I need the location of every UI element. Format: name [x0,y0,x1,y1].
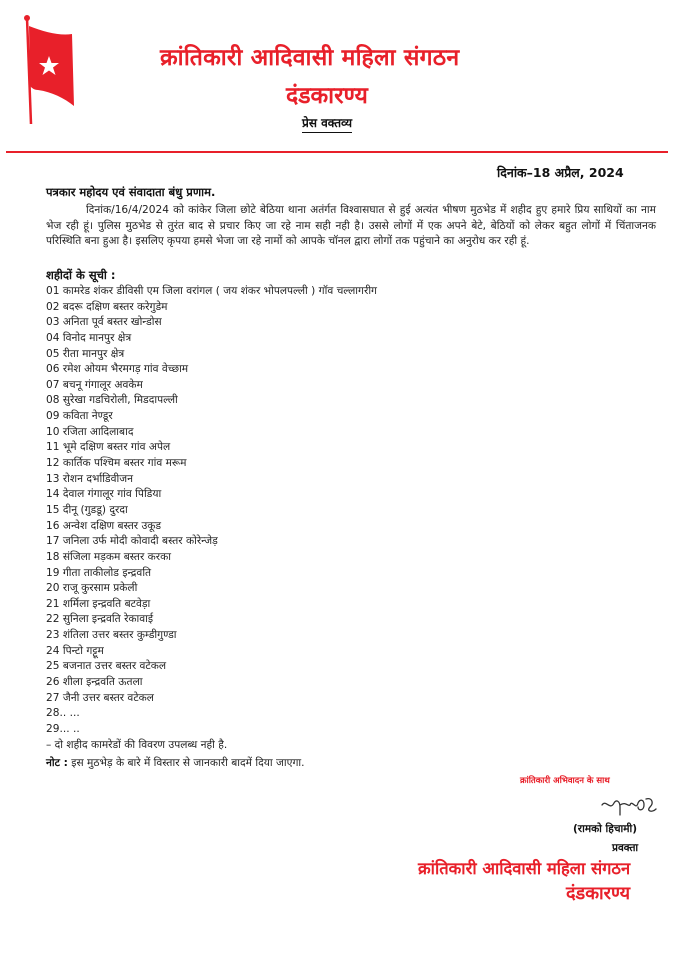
list-item: 28.. ... [46,707,80,720]
org-title: क्रांतिकारी आदिवासी महिला संगठन [160,45,460,71]
list-item: 22 सुनिला इन्द्रवति रेकावाई [46,613,154,626]
list-item: 12 कार्तिक पश्चिम बस्तर गांव मरूम [46,457,187,470]
list-item: 29... .. [46,722,80,735]
list-item: 25 बजनात उत्तर बस्तर वटेकल [46,660,167,673]
martyrs-list-heading: शहीदों के सूची : [46,268,116,282]
list-item: 01 कामरेड शंकर डीविसी एम जिला वरांगल ( जय शंकर भोपलपल्ली ) गॉव चल्लागरीग [46,285,378,297]
list-item: 23 शंतिला उत्तर बस्तर कुम्डीगुण्डा [46,629,177,642]
list-item: 05 रीता मानपुर क्षेत्र [46,347,125,360]
flag-logo [18,14,82,126]
letter-greeting: पत्रकार महोदय एवं संवादाता बंधु प्रणाम. [46,185,216,199]
signatory-name: (रामको हिचामी) [573,823,638,835]
note-text: इस मुठभेड़ के बारे में विस्तार से जानकारी बादमें दिया जाएगा. [67,757,305,769]
list-item: 14 देवाल गंगालूर गांव पिडिया [46,488,162,501]
list-item: 20 राजू कुरसाम प्रकेली [46,582,138,595]
list-item: 27 जैनी उत्तर बस्तर वटेकल [46,691,154,704]
list-item: 02 बदरू दक्षिण बस्तर करेगुडेम [46,300,168,313]
signatory-role: प्रवक्ता [612,842,639,854]
list-item: 09 कविता नेण्डूर [46,410,113,423]
signature [598,793,658,821]
list-item: 08 सुरेखा गडचिरोली, मिडदापल्ली [46,394,178,407]
list-item: 24 पिन्टो गट्टूम [46,644,104,657]
list-item: 11 भूमे दक्षिण बस्तर गांव अपेल [46,441,171,454]
press-statement-label: प्रेस वक्तव्य [302,114,352,133]
list-item: – दो शहीद कामरेडों की विवरण उपलब्ध नही है. [46,738,228,751]
list-item: 15 दीनू (गुडडू) दुरदा [46,503,128,516]
header-divider [6,151,668,153]
footer-org-name: क्रांतिकारी आदिवासी महिला संगठन [418,859,631,878]
footer-region: दंडकारण्य [566,883,631,904]
org-region: दंडकारण्य [286,83,368,109]
list-item: 10 रजिता आदिलाबाद [46,425,134,438]
list-item: 19 गीता ताकीलोड इन्द्रवति [46,566,152,579]
letter-date: दिनांक–18 अप्रैल, 2024 [497,165,624,180]
note [46,756,305,770]
note-label: नोट : [46,757,68,769]
martyrs-list [46,284,377,753]
letter-body: दिनांक/16/4/2024 को कांकेर जिला छोटे बेठिया थाना अतंर्गत विश्वासघात से हुई अत्यंत भीषण मुठभेड में शहीद हुए हमारे प्रिय साथियों का नाम भेज रही हूं। पुलिस मुठभेड से तुरंत बाद से प्रचार किए जा रहे नाम सही नही है। उससे लोगों में एक अपने बेटे, बेठियों को लेकर बहुत लोगों में चिंताजनक परिस्थिति बना हुआ है। इसलिए कृपया हमसे भेजा जा रहे नामों को आपके चॉनल द्वारा लोगों तक पहुंचाने का अनुरोध कर रही हूं. [46,204,656,248]
list-item: 21 शर्मिला इन्द्रवति बटवेड़ा [46,597,151,610]
list-item: 13 रोशन दर्भाडिवीजन [46,472,133,485]
list-item: 04 विनोद मानपुर क्षेत्र [46,331,132,344]
closing-salutation: क्रांतिकारी अभिवादन के साथ [520,776,610,786]
list-item: 17 जनिला उर्फ मोदी कोवादी बस्तर कोरेन्जेड़ [46,535,218,548]
list-item: 26 शीला इन्द्रवति ऊतला [46,676,143,689]
list-item: 03 अनिता पूर्व बस्तर खोन्डोस [46,316,162,329]
list-item: 18 संजिला मड़कम बस्तर करका [46,550,172,563]
list-item: 16 अन्वेश दक्षिण बस्तर उकूड [46,519,162,532]
list-item: 06 रमेश ओयम भैरमगड़ गांव वेच्छाम [46,363,189,376]
list-item: 07 बचनू गंगालूर अवकेम [46,378,143,391]
